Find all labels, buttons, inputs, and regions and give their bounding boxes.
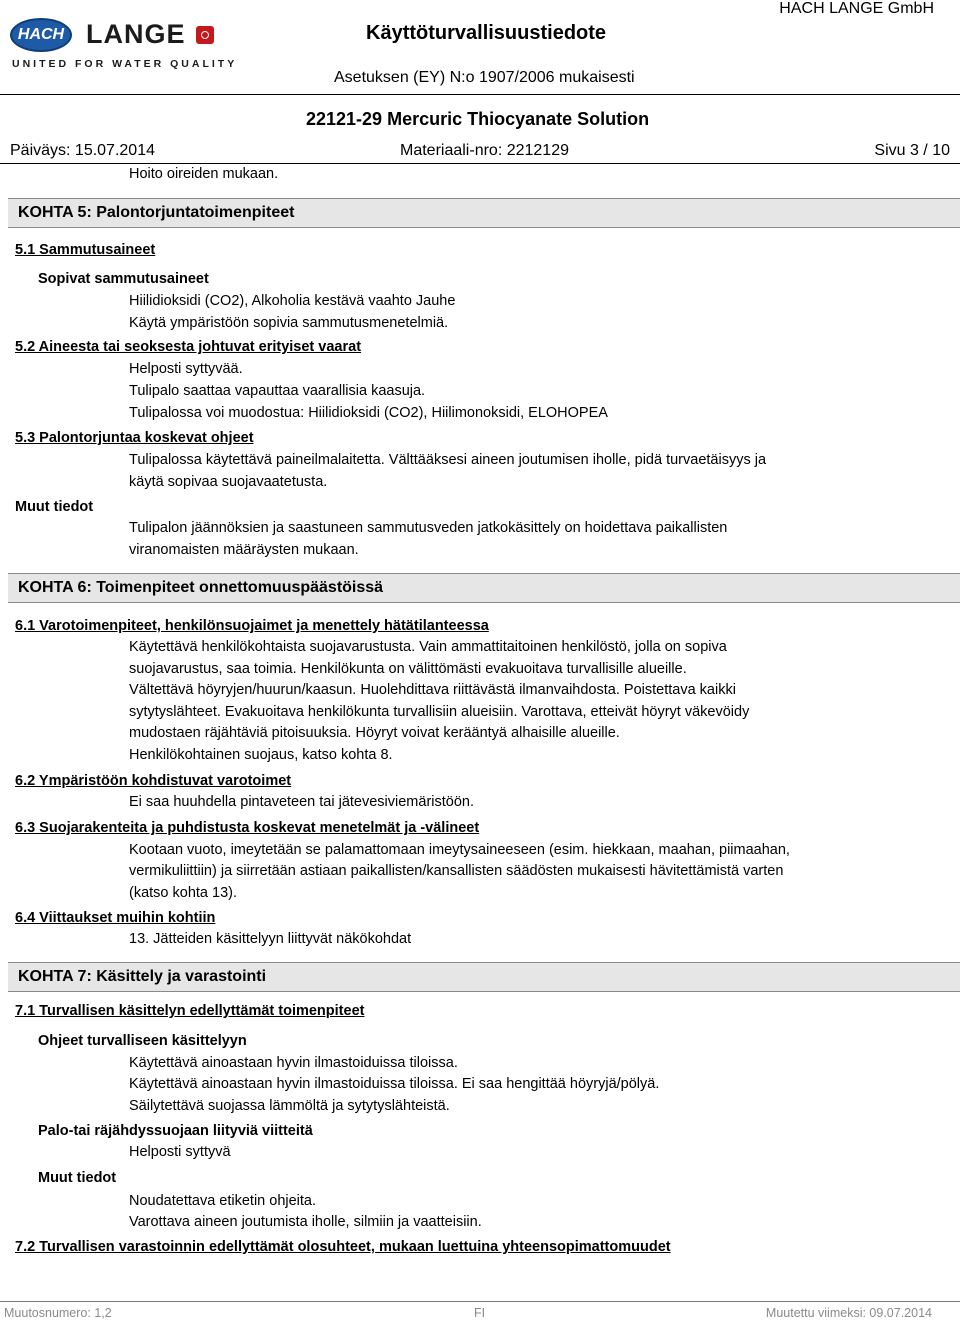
s5-2-line: Helposti syttyvää. [129, 361, 243, 377]
s6-1-title: 6.1 Varotoimenpiteet, henkilönsuojaimet ja menettely hätätilanteessa [15, 618, 489, 634]
page-number: Sivu 3 / 10 [874, 142, 950, 159]
s5-other-line: viranomaisten määräysten mukaan. [129, 542, 359, 558]
s6-3-line: vermikuliittiin) ja siirretään astiaan paikallisten/kansallisten säädösten mukaisesti hävitettämistä varten [129, 863, 784, 879]
revision-number: Muutosnumero: 1,2 [4, 1306, 112, 1320]
s7-1-label-other: Muut tiedot [38, 1170, 117, 1186]
s5-3-line: käytä sopivaa suojavaatetusta. [129, 474, 328, 490]
s5-1-line: Käytä ympäristöön sopivia sammutusmenetelmiä. [129, 315, 449, 331]
s6-4-title: 6.4 Viittaukset muihin kohtiin [15, 910, 216, 926]
s7-1-line: Noudatettava etiketin ohjeita. [129, 1193, 317, 1209]
product-name: 22121-29 Mercuric Thiocyanate Solution [306, 109, 650, 129]
s6-1-line: Vältettävä höyryjen/huurun/kaasun. Huolehdittava riittävästä ilmanvaihdosta. Poistettava kaikki [129, 682, 736, 698]
footer-divider [0, 1301, 960, 1302]
s5-3-title: 5.3 Palontorjuntaa koskevat ohjeet [15, 430, 254, 446]
lange-logo-text: LANGE [86, 19, 186, 49]
company-name: HACH LANGE GmbH [779, 0, 934, 17]
s7-1-line: Käytettävä ainoastaan hyvin ilmastoiduissa tiloissa. [129, 1055, 458, 1071]
header-bottom-divider [0, 163, 960, 164]
s6-1-line: Käytettävä henkilökohtaista suojavarustusta. Vain ammattitaitoinen henkilöstö, jolla on sopiva [129, 639, 727, 655]
s6-2-line: Ei saa huuhdella pintaveteen tai jätevesiviemäristöön. [129, 794, 474, 810]
s6-2-title: 6.2 Ympäristöön kohdistuvat varotoimet [15, 773, 292, 789]
s5-2-line: Tulipalossa voi muodostua: Hiilidioksidi (CO2), Hiilimonoksidi, ELOHOPEA [129, 405, 608, 421]
s7-1-label-fire: Palo-tai räjähdyssuojaan liityviä viitteitä [38, 1123, 313, 1139]
company-logo [10, 18, 238, 70]
s6-1-line: mudostaen räjähtäviä pitoisuuksia. Höyryt voivat kerääntyä alhaisille alueille. [129, 725, 620, 741]
s5-2-line: Tulipalo saattaa vapauttaa vaarallisia kaasuja. [129, 383, 426, 399]
language-code: FI [474, 1306, 486, 1320]
s6-3-line: Kootaan vuoto, imeytetään se palamattomaan imeytysaineeseen (esim. hiekkaan, maahan, piimaahan, [129, 842, 790, 858]
hach-logo: HACH [10, 18, 72, 52]
s5-1-title: 5.1 Sammutusaineet [15, 242, 156, 258]
carryover-text: Hoito oireiden mukaan. [129, 166, 279, 182]
logo-tagline: UNITED FOR WATER QUALITY [12, 58, 238, 70]
s6-1-line: Henkilökohtainen suojaus, katso kohta 8. [129, 747, 393, 763]
s7-1-line: Käytettävä ainoastaan hyvin ilmastoiduissa tiloissa. Ei saa hengittää höyryjä/pölyä. [129, 1076, 660, 1092]
s5-2-title: 5.2 Aineesta tai seoksesta johtuvat erityiset vaarat [15, 339, 362, 355]
s6-3-line: (katso kohta 13). [129, 885, 237, 901]
s7-1-line: Helposti syttyvä [129, 1144, 231, 1160]
lange-mark-icon [196, 26, 214, 44]
s7-1-line: Varottava aineen joutumista iholle, silmiin ja vaatteisiin. [129, 1214, 482, 1230]
section-6-heading: KOHTA 6: Toimenpiteet onnettomuuspäästöissä [8, 573, 960, 603]
section-7-heading: KOHTA 7: Käsittely ja varastointi [8, 962, 960, 992]
s7-1-title: 7.1 Turvallisen käsittelyn edellyttämät toimenpiteet [15, 1003, 365, 1019]
s7-1-line: Säilytettävä suojassa lämmöltä ja sytytyslähteistä. [129, 1098, 450, 1114]
s6-3-title: 6.3 Suojarakenteita ja puhdistusta koskevat menetelmät ja -välineet [15, 820, 480, 836]
s7-1-label-handling: Ohjeet turvalliseen käsittelyyn [38, 1033, 247, 1049]
header-divider [0, 94, 960, 95]
document-date: Päiväys: 15.07.2014 [10, 142, 155, 159]
s5-3-line: Tulipalossa käytettävä paineilmalaitetta. Välttääksesi aineen joutumisen iholle, pidä turvaetäisyys ja [129, 452, 767, 468]
material-number: Materiaali-nro: 2212129 [400, 142, 569, 159]
s5-1-line: Hiilidioksidi (CO2), Alkoholia kestävä vaahto Jauhe [129, 293, 456, 309]
s7-2-title: 7.2 Turvallisen varastoinnin edellyttämät olosuhteet, mukaan luettuina yhteensopimattomuudet [15, 1239, 671, 1255]
s6-4-line: 13. Jätteiden käsittelyyn liittyvät näkökohdat [129, 931, 412, 947]
s5-other-label: Muut tiedot [15, 499, 94, 515]
section-5-heading: KOHTA 5: Palontorjuntatoimenpiteet [8, 198, 960, 228]
document-title: Käyttöturvallisuustiedote [366, 22, 607, 44]
s5-other-line: Tulipalon jäännöksien ja saastuneen sammutusveden jatkokäsittely on hoidettava paikallisten [129, 520, 728, 536]
last-modified: Muutettu viimeksi: 09.07.2014 [765, 1306, 932, 1320]
s6-1-line: sytytyslähteet. Evakuoitava henkilökunta turvallisiin alueisiin. Varottava, etteivät höyryt väkevöidy [129, 704, 750, 720]
s6-1-line: suojavarustus, saa toimia. Henkilökunta on välittömästi evakuoitava turvallisille alueille. [129, 661, 687, 677]
s5-1-label: Sopivat sammutusaineet [38, 271, 209, 287]
regulation-line: Asetuksen (EY) N:o 1907/2006 mukaisesti [334, 69, 635, 86]
